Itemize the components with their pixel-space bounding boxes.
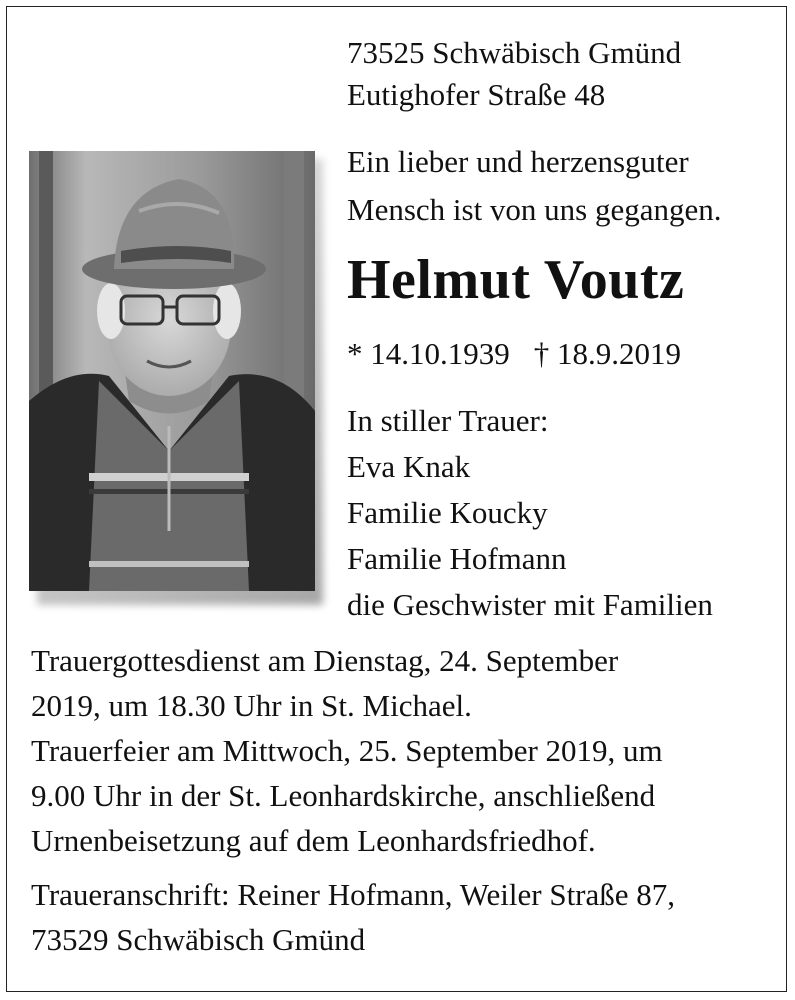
birth-date: * 14.10.1939 (347, 336, 510, 371)
intro-text (347, 138, 722, 234)
sender-address (347, 32, 681, 116)
mourner-name: Familie Koucky (347, 495, 548, 530)
intro-line-2: Mensch ist von uns gegangen. (347, 192, 722, 227)
intro-line-1: Ein lieber und herzensguter (347, 144, 689, 179)
death-date: † 18.9.2019 (533, 336, 681, 371)
mourner-name: die Geschwister mit Familien (347, 587, 713, 622)
mourner-name: Familie Hofmann (347, 541, 567, 576)
service-line: 9.00 Uhr in der St. Leonhardskirche, anschließend (31, 778, 656, 813)
mourning-address (31, 872, 766, 962)
service-details (31, 638, 766, 863)
mourners-list (347, 398, 713, 628)
address-line-2: Eutighofer Straße 48 (347, 77, 606, 112)
contact-line: 73529 Schwäbisch Gmünd (31, 922, 366, 957)
portrait-photo (29, 151, 323, 605)
contact-line: Traueranschrift: Reiner Hofmann, Weiler Straße 87, (31, 877, 676, 912)
service-line: Trauerfeier am Mittwoch, 25. September 2019, um (31, 733, 663, 768)
deceased-name: Helmut Voutz (347, 249, 685, 311)
address-line-1: 73525 Schwäbisch Gmünd (347, 35, 682, 70)
service-line: 2019, um 18.30 Uhr in St. Michael. (31, 688, 472, 723)
mourners-heading: In stiller Trauer: (347, 403, 549, 438)
service-line: Urnenbeisetzung auf dem Leonhardsfriedhof. (31, 823, 596, 858)
life-dates (347, 332, 681, 376)
mourner-name: Eva Knak (347, 449, 471, 484)
photo-canvas (29, 151, 315, 591)
portrait-image (29, 151, 315, 591)
service-line: Trauergottesdienst am Dienstag, 24. September (31, 643, 619, 678)
